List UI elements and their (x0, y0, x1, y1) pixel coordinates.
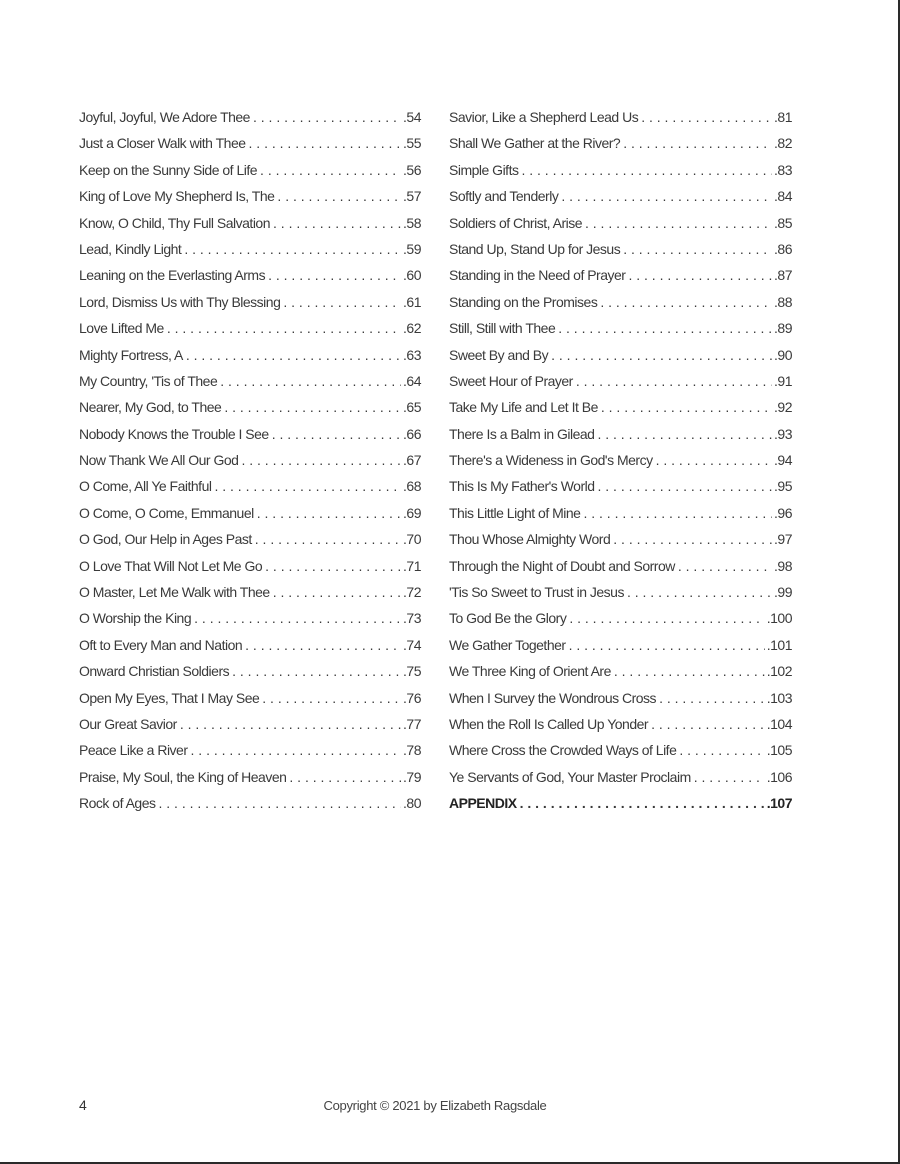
toc-entry[interactable] (79, 769, 421, 795)
toc-entry-title: This Is My Father's World (449, 478, 595, 495)
toc-entry[interactable] (449, 558, 792, 584)
toc-entry-page-number: .57 (403, 188, 421, 205)
dot-leader (191, 742, 402, 758)
dot-leader (277, 188, 401, 204)
dot-leader (628, 267, 772, 283)
dot-leader (585, 215, 772, 231)
dot-leader (289, 769, 401, 785)
toc-entry-page-number: .99 (774, 584, 792, 601)
toc-entry-page-number: .81 (774, 109, 792, 125)
dot-leader (180, 716, 401, 732)
toc-entry-page-number: .91 (774, 372, 792, 389)
dot-leader (659, 690, 765, 706)
toc-entry-page-number: .100 (766, 610, 792, 627)
toc-entry[interactable] (449, 347, 792, 373)
toc-entry[interactable] (79, 478, 421, 504)
dot-leader (194, 610, 401, 626)
toc-entry[interactable] (449, 663, 792, 689)
toc-entry-page-number: .93 (774, 425, 792, 442)
toc-entry-title: There Is a Balm in Gilead (449, 425, 595, 442)
toc-entry-title: Lead, Kindly Light (79, 240, 182, 257)
toc-entry-page-number: .64 (403, 372, 421, 389)
toc-entry[interactable] (449, 399, 792, 425)
toc-entry[interactable] (449, 320, 792, 346)
toc-entry[interactable] (449, 478, 792, 504)
toc-entry[interactable] (79, 162, 421, 188)
toc-entry-title: Our Great Savior (79, 715, 177, 732)
toc-entry-page-number: .71 (403, 557, 421, 574)
toc-entry-title: Now Thank We All Our God (79, 452, 239, 469)
toc-entry-title: Standing in the Need of Prayer (449, 267, 626, 284)
toc-entry[interactable] (79, 399, 421, 425)
dot-leader (551, 347, 772, 363)
dot-leader (641, 109, 772, 125)
toc-entry-page-number: .59 (403, 240, 421, 257)
toc-entry[interactable] (79, 215, 421, 241)
toc-entry[interactable] (79, 347, 421, 373)
toc-entry[interactable] (449, 795, 792, 821)
toc-entry-title: Peace Like a River (79, 742, 188, 759)
toc-entry-page-number: .90 (774, 346, 792, 363)
toc-entry[interactable] (449, 267, 792, 293)
dot-leader (600, 294, 772, 310)
toc-entry[interactable] (79, 742, 421, 768)
toc-entry-page-number: .65 (403, 399, 421, 416)
toc-entry[interactable] (449, 769, 792, 795)
toc-entry-page-number: .87 (774, 267, 792, 284)
toc-entry-title: Leaning on the Everlasting Arms (79, 267, 266, 284)
dot-leader (679, 742, 764, 758)
toc-entry-page-number: .94 (774, 452, 792, 469)
toc-entry[interactable] (449, 531, 792, 557)
toc-entry[interactable] (449, 505, 792, 531)
toc-entry-page-number: .105 (766, 742, 792, 759)
dot-leader (265, 558, 401, 574)
dot-leader (623, 135, 772, 151)
toc-entry-page-number: .89 (774, 320, 792, 337)
toc-entry-page-number: .96 (774, 504, 792, 521)
toc-entry-page-number: .68 (403, 478, 421, 495)
dot-leader (651, 716, 765, 732)
toc-entry-page-number: .82 (774, 135, 792, 152)
dot-leader (273, 584, 401, 600)
toc-entry-page-number: .88 (774, 293, 792, 310)
toc-entry-page-number: .98 (774, 557, 792, 574)
toc-entry[interactable] (449, 294, 792, 320)
toc-entry[interactable] (79, 505, 421, 531)
toc-entry-title: Thou Whose Almighty Word (449, 531, 611, 548)
dot-leader (184, 241, 401, 257)
toc-entry-title: Praise, My Soul, the King of Heaven (79, 768, 287, 785)
toc-entry-title: Onward Christian Soldiers (79, 663, 230, 680)
toc-entry-title: We Gather Together (449, 636, 566, 653)
toc-entry[interactable] (79, 610, 421, 636)
dot-leader (576, 373, 772, 389)
toc-entry[interactable] (449, 135, 792, 161)
toc-entry-title: Sweet By and By (449, 346, 549, 363)
dot-leader (583, 505, 772, 521)
dot-leader (186, 347, 401, 363)
toc-entry-page-number: .76 (403, 689, 421, 706)
toc-entry[interactable] (79, 294, 421, 320)
toc-entry-page-number: .56 (403, 161, 421, 178)
toc-entry[interactable] (449, 109, 792, 135)
toc-entry-page-number: .83 (774, 161, 792, 178)
toc-entry[interactable] (449, 452, 792, 478)
toc-entry-title: Joyful, Joyful, We Adore Thee (79, 109, 250, 125)
toc-entry-title: Take My Life and Let It Be (449, 399, 598, 416)
toc-entry-page-number: .84 (774, 188, 792, 205)
dot-leader (167, 320, 401, 336)
toc-entry[interactable] (79, 795, 421, 821)
toc-entry-page-number: .77 (403, 715, 421, 732)
toc-entry[interactable] (79, 373, 421, 399)
toc-entry[interactable] (79, 531, 421, 557)
toc-entry-title: To God Be the Glory (449, 610, 567, 627)
dot-leader (245, 637, 401, 653)
toc-entry-title: Simple Gifts (449, 161, 519, 178)
dot-leader (613, 531, 772, 547)
toc-entry-title: Stand Up, Stand Up for Jesus (449, 240, 621, 257)
dot-leader (623, 241, 772, 257)
dot-leader (558, 320, 772, 336)
dot-leader (255, 531, 401, 547)
toc-left-column (79, 109, 421, 822)
toc-entry-page-number: .75 (403, 663, 421, 680)
dot-leader (268, 267, 401, 283)
toc-entry-page-number: .54 (403, 109, 421, 125)
toc-entry-page-number: .86 (774, 240, 792, 257)
toc-entry-page-number: .69 (403, 504, 421, 521)
toc-entry-page-number: .66 (403, 425, 421, 442)
dot-leader (249, 135, 402, 151)
toc-entry[interactable] (79, 135, 421, 161)
toc-entry-page-number: .103 (766, 689, 792, 706)
dot-leader (224, 399, 401, 415)
toc-entry[interactable] (79, 426, 421, 452)
toc-entry-title: Nobody Knows the Trouble I See (79, 425, 269, 442)
toc-entry-title: Rock of Ages (79, 795, 156, 812)
toc-entry-page-number: .55 (403, 135, 421, 152)
dot-leader (569, 610, 764, 626)
toc-entry[interactable] (449, 215, 792, 241)
toc-entry-page-number: .73 (403, 610, 421, 627)
toc-entry-title: There's a Wideness in God's Mercy (449, 452, 653, 469)
dot-leader (614, 663, 765, 679)
toc-entry-title: Oft to Every Man and Nation (79, 636, 243, 653)
toc-entry-title: Just a Closer Walk with Thee (79, 135, 246, 152)
dot-leader (598, 478, 773, 494)
dot-leader (694, 769, 765, 785)
page-number: 4 (79, 1097, 87, 1113)
toc-right-column (449, 109, 792, 822)
toc-entry[interactable] (449, 584, 792, 610)
toc-entry-title: This Little Light of Mine (449, 504, 581, 521)
toc-entry[interactable] (79, 663, 421, 689)
toc-entry-page-number: .80 (403, 795, 421, 812)
toc-entry-title: Lord, Dismiss Us with Thy Blessing (79, 293, 281, 310)
dot-leader (232, 663, 401, 679)
dot-leader (220, 373, 401, 389)
toc-entry-page-number: .67 (403, 452, 421, 469)
toc-entry-title: Savior, Like a Shepherd Lead Us (449, 109, 639, 125)
toc-entry-title: Still, Still with Thee (449, 320, 556, 337)
toc-entry-title: When the Roll Is Called Up Yonder (449, 715, 649, 732)
toc-entry[interactable] (449, 188, 792, 214)
toc-entry-title: Open My Eyes, That I May See (79, 689, 260, 706)
toc-entry[interactable] (449, 162, 792, 188)
toc-entry-page-number: .85 (774, 214, 792, 231)
dot-leader (214, 478, 401, 494)
toc-entry-page-number: .106 (766, 768, 792, 785)
toc-entry[interactable] (449, 241, 792, 267)
dot-leader (241, 452, 401, 468)
toc-entry-page-number: .61 (403, 293, 421, 310)
dot-leader (597, 426, 772, 442)
toc-entry[interactable] (79, 241, 421, 267)
toc-entry[interactable] (79, 637, 421, 663)
toc-entry[interactable] (449, 373, 792, 399)
toc-entry-title: Standing on the Promises (449, 293, 598, 310)
dot-leader (260, 162, 401, 178)
toc-entry[interactable] (79, 320, 421, 346)
toc-entry-page-number: .74 (403, 636, 421, 653)
toc-entry-title: King of Love My Shepherd Is, The (79, 188, 275, 205)
toc-entry-page-number: .62 (403, 320, 421, 337)
toc-entry-title: Keep on the Sunny Side of Life (79, 161, 258, 178)
toc-entry-page-number: .70 (403, 531, 421, 548)
dot-leader (520, 795, 765, 811)
toc-entry-title: Know, O Child, Thy Full Salvation (79, 214, 271, 231)
toc-entry-title: Sweet Hour of Prayer (449, 372, 573, 389)
toc-entry-page-number: .60 (403, 267, 421, 284)
toc-entry-page-number: .78 (403, 742, 421, 759)
toc-entry-page-number: .79 (403, 768, 421, 785)
toc-entry[interactable] (79, 690, 421, 716)
toc-entry[interactable] (449, 637, 792, 663)
toc-entry-title: O Come, O Come, Emmanuel (79, 504, 254, 521)
toc-entry[interactable] (79, 716, 421, 742)
toc-entry-title: Love Lifted Me (79, 320, 164, 337)
toc-entry[interactable] (449, 426, 792, 452)
toc-entry-title: My Country, 'Tis of Thee (79, 372, 218, 389)
dot-leader (561, 188, 772, 204)
dot-leader (262, 690, 401, 706)
toc-entry-page-number: .101 (766, 636, 792, 653)
dot-leader (272, 426, 401, 442)
toc-entry-title: O Worship the King (79, 610, 192, 627)
toc-entry-title: 'Tis So Sweet to Trust in Jesus (449, 584, 624, 601)
toc-entry-page-number: .97 (774, 531, 792, 548)
toc-entry-title: APPENDIX (449, 795, 517, 812)
dot-leader (569, 637, 765, 653)
toc-entry-title: O Master, Let Me Walk with Thee (79, 584, 270, 601)
toc-entry-title: Softly and Tenderly (449, 188, 559, 205)
toc-entry-title: Where Cross the Crowded Ways of Life (449, 742, 677, 759)
toc-entry-title: Ye Servants of God, Your Master Proclaim (449, 768, 691, 785)
dot-leader (678, 558, 772, 574)
toc-entry-page-number: .107 (766, 795, 792, 812)
toc-entry[interactable] (79, 452, 421, 478)
toc-entry-page-number: .95 (774, 478, 792, 495)
dot-leader (283, 294, 401, 310)
toc-entry[interactable] (79, 558, 421, 584)
toc-entry-title: Through the Night of Doubt and Sorrow (449, 557, 675, 574)
dot-leader (627, 584, 772, 600)
toc-entry-page-number: .58 (403, 214, 421, 231)
toc-entry-title: O Love That Will Not Let Me Go (79, 557, 263, 574)
copyright-notice: Copyright © 2021 by Elizabeth Ragsdale (323, 1098, 547, 1113)
toc-entry-title: O Come, All Ye Faithful (79, 478, 212, 495)
toc-entry-title: We Three King of Orient Are (449, 663, 611, 680)
toc-entry-page-number: .102 (766, 663, 792, 680)
dot-leader (656, 452, 772, 468)
dot-leader (521, 162, 772, 178)
toc-entry-page-number: .72 (403, 584, 421, 601)
toc-entry-title: When I Survey the Wondrous Cross (449, 689, 657, 706)
dot-leader (273, 215, 401, 231)
dot-leader (159, 795, 402, 811)
toc-entry[interactable] (449, 716, 792, 742)
toc-entry[interactable] (79, 584, 421, 610)
dot-leader (257, 505, 401, 521)
toc-entry-page-number: .92 (774, 399, 792, 416)
toc-entry[interactable] (449, 610, 792, 636)
toc-entry[interactable] (449, 690, 792, 716)
toc-entry-page-number: .104 (766, 715, 792, 732)
toc-entry[interactable] (79, 109, 421, 135)
toc-entry[interactable] (79, 188, 421, 214)
toc-entry-title: Nearer, My God, to Thee (79, 399, 222, 416)
toc-entry-title: Mighty Fortress, A (79, 346, 183, 363)
toc-entry-title: Shall We Gather at the River? (449, 135, 621, 152)
toc-entry[interactable] (79, 267, 421, 293)
dot-leader (253, 109, 401, 125)
toc-entry[interactable] (449, 742, 792, 768)
toc-entry-title: Soldiers of Christ, Arise (449, 214, 582, 231)
toc-entry-page-number: .63 (403, 346, 421, 363)
toc-entry-title: O God, Our Help in Ages Past (79, 531, 252, 548)
dot-leader (601, 399, 772, 415)
